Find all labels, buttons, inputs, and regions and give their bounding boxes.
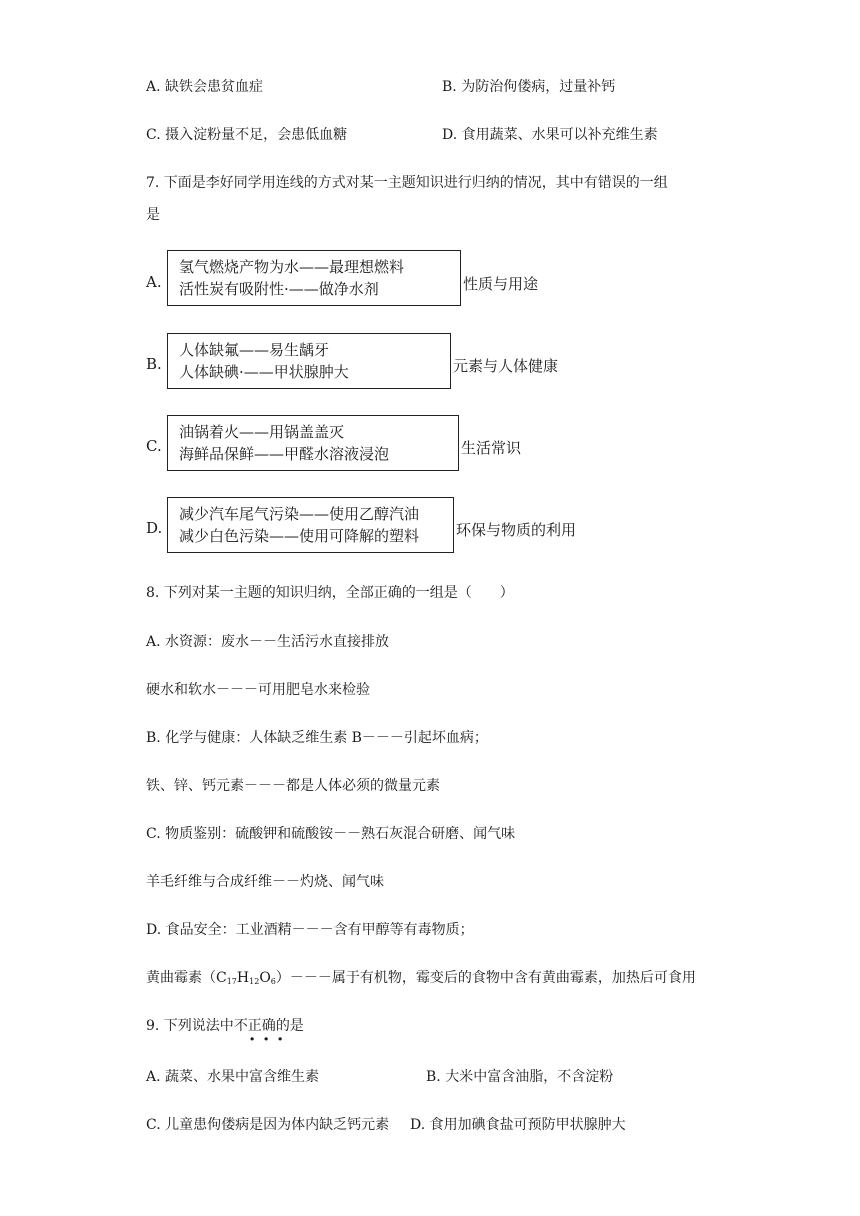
q7-option-c-line2: 海鲜品保鲜——甲醛水溶液浸泡 — [179, 445, 390, 463]
q8-option-b-line2: 铁、锌、钙元素－－－都是人体必须的微量元素 — [146, 778, 440, 794]
q8-stem: 8. 下列对某一主题的知识归纳，全部正确的一组是（ ） — [146, 585, 514, 601]
q8-option-d-line2 — [146, 968, 696, 992]
q7-option-b-line1: 人体缺氟——易生龋牙 — [179, 341, 330, 359]
aflatoxin-suffix: ）－－－属于有机物，霉变后的食物中含有黄曲霉素，加热后可食用 — [275, 970, 696, 986]
q7-option-d-line2: 减少白色污染——使用可降解的塑料 — [179, 527, 420, 545]
oxygen-symbol: O — [259, 970, 271, 986]
emphasis-dot-3: · — [277, 1029, 284, 1050]
oxygen-subscript: 6 — [270, 977, 276, 986]
q7-option-d-line1: 减少汽车尾气污染——使用乙醇汽油 — [179, 505, 420, 523]
q6-option-b: B. 为防治佝偻病，过量补钙 — [442, 79, 616, 95]
q8-option-a-line2: 硬水和软水－－－可用肥皂水来检验 — [146, 682, 370, 698]
q7-option-c-box — [167, 415, 459, 471]
q9-stem-prefix: 9. 下列说法中 — [146, 1018, 234, 1034]
q7-option-a-box — [167, 250, 461, 306]
emphasis-dot-1: · — [249, 1029, 256, 1050]
q7-stem-line1: 7. 下面是李好同学用连线的方式对某一主题知识进行归纳的情况，其中有错误的一组 — [146, 175, 668, 191]
hydrogen-symbol: H — [236, 970, 250, 986]
q7-option-a-line2: 活性炭有吸附性·——做净水剂 — [179, 280, 379, 298]
q6-option-a: A. 缺铁会患贫血症 — [146, 79, 264, 95]
q9-option-d: D. 食用加碘食盐可预防甲状腺肿大 — [410, 1117, 626, 1133]
q7-option-d-letter: D. — [146, 519, 163, 537]
q7-option-b-label: 元素与人体健康 — [453, 357, 559, 375]
q7-option-b-letter: B. — [146, 355, 162, 373]
q8-option-a-line1: A. 水资源：废水－－生活污水直接排放 — [146, 634, 390, 650]
q8-option-c-line2: 羊毛纤维与合成纤维－－灼烧、闻气味 — [146, 874, 384, 890]
emphasis-dot-2: · — [263, 1029, 270, 1050]
q9-stem-suffix: 的是 — [275, 1018, 304, 1034]
q7-option-d-box — [167, 497, 454, 553]
q7-option-a-letter: A. — [146, 273, 162, 291]
q9-option-a: A. 蔬菜、水果中富含维生素 — [146, 1069, 320, 1085]
q7-option-c-label: 生活常识 — [461, 439, 522, 457]
q7-option-d-label: 环保与物质的利用 — [456, 521, 577, 539]
q9-option-b: B. 大米中富含油脂，不含淀粉 — [426, 1069, 614, 1085]
q6-option-c: C. 摄入淀粉量不足，会患低血糖 — [146, 127, 348, 143]
q7-option-b-box — [167, 333, 451, 389]
q7-option-c-line1: 油锅着火——用锅盖盖灭 — [179, 423, 345, 441]
q8-option-c-line1: C. 物质鉴别：硫酸钾和硫酸铵－－熟石灰混合研磨、闻气味 — [146, 826, 516, 842]
q7-option-c-letter: C. — [146, 437, 162, 455]
aflatoxin-prefix: 黄曲霉素（C — [146, 970, 227, 986]
q6-option-d: D. 食用蔬菜、水果可以补充维生素 — [442, 127, 658, 143]
q9-stem-emphasis: 不正确 — [233, 1018, 276, 1034]
q7-stem-line2: 是 — [146, 207, 160, 223]
q7-option-b-line2: 人体缺碘·——甲状腺肿大 — [179, 363, 349, 381]
hydrogen-subscript: 12 — [249, 977, 260, 986]
q7-option-a-label: 性质与用途 — [463, 275, 539, 293]
q9-option-c: C. 儿童患佝偻病是因为体内缺乏钙元素 — [146, 1117, 390, 1133]
q7-option-a-line1: 氢气燃烧产物为水——最理想燃料 — [179, 258, 405, 276]
carbon-subscript: 17 — [226, 977, 237, 986]
q8-option-d-line1: D. 食品安全：工业酒精－－－含有甲醇等有毒物质； — [146, 922, 474, 938]
q8-option-b-line1: B. 化学与健康：人体缺乏维生素 B－－－引起坏血病； — [146, 730, 488, 746]
